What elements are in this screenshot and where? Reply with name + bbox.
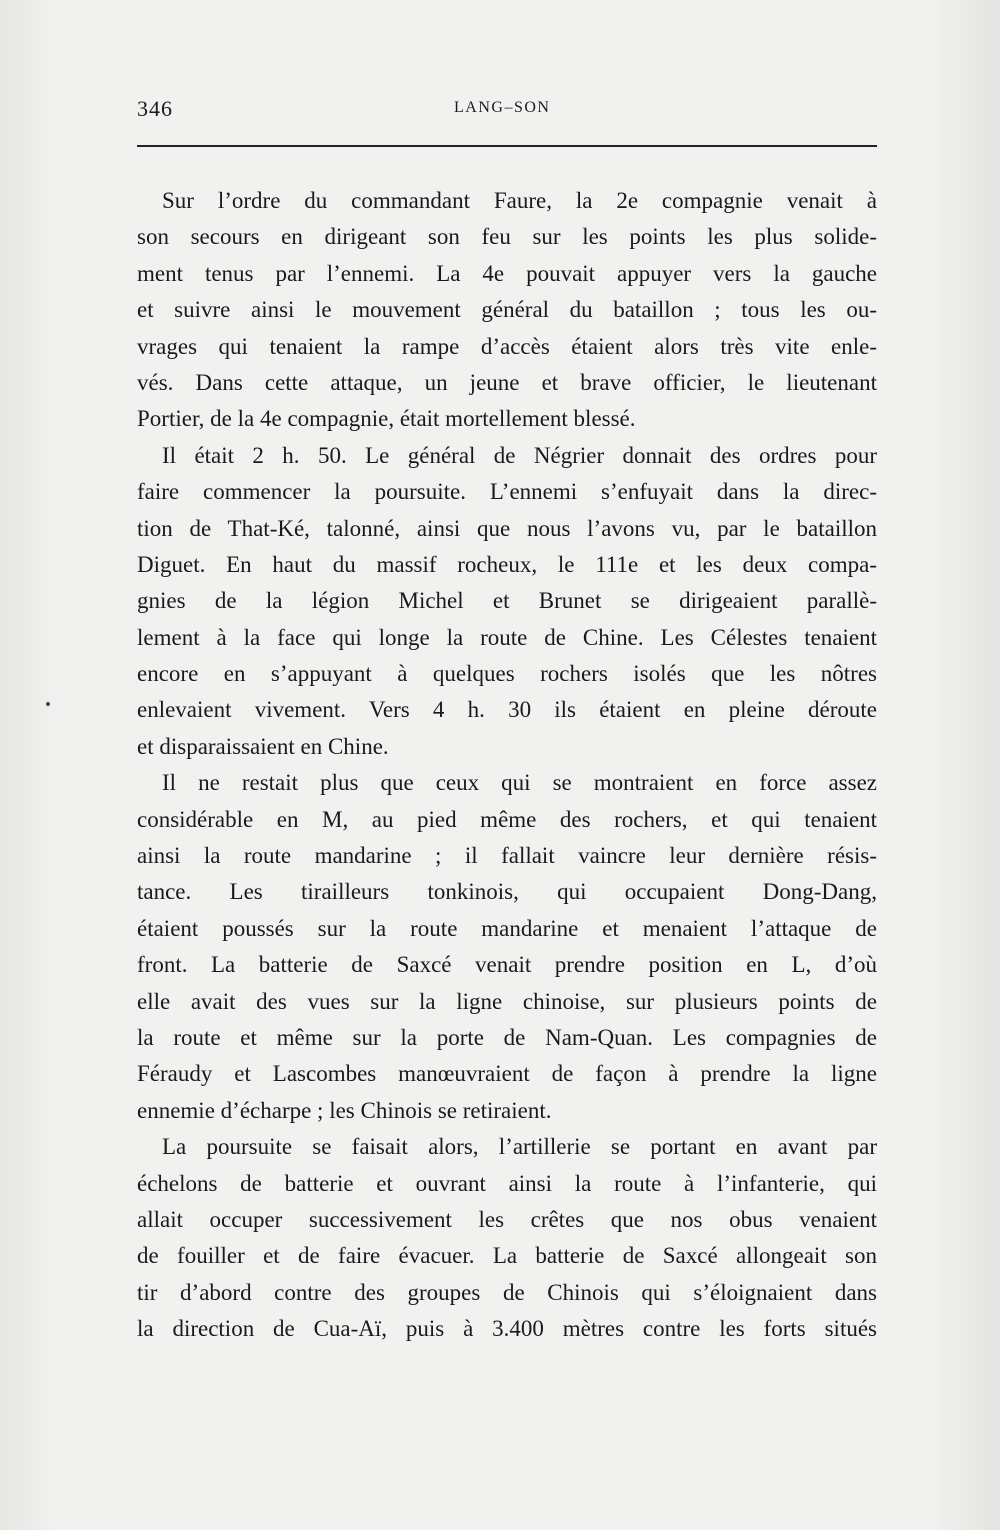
text-line: tance. Les tirailleurs tonkinois, qui occupaient Dong-Dang,: [137, 879, 877, 905]
body-text: [137, 183, 877, 1348]
paragraph: [137, 183, 877, 438]
paragraph: [137, 438, 877, 766]
text-line: tir d’abord contre des groupes de Chinois qui s’éloignaient dans: [137, 1279, 877, 1305]
text-line: la route et même sur la porte de Nam-Quan. Les compagnies de: [137, 1024, 877, 1050]
text-line: lement à la face qui longe la route de Chine. Les Célestes tenaient: [137, 624, 877, 650]
text-line: gnies de la légion Michel et Brunet se dirigeaient parallè-: [137, 588, 877, 614]
text-line: allait occuper successivement les crêtes que nos obus venaient: [137, 1206, 877, 1232]
text-line: Féraudy et Lascombes manœuvraient de façon à prendre la ligne: [137, 1061, 877, 1087]
header-rule: [137, 145, 877, 147]
text-line: tion de That-Ké, talonné, ainsi que nous l’avons vu, par le bataillon: [137, 515, 877, 541]
ink-speck: [46, 702, 50, 706]
paragraph: [137, 1129, 877, 1347]
text-line: vrages qui tenaient la rampe d’accès étaient alors très vite enle-: [137, 333, 877, 359]
text-line: son secours en dirigeant son feu sur les points les plus solide-: [137, 224, 877, 250]
text-line: La poursuite se faisait alors, l’artillerie se portant en avant par: [162, 1134, 877, 1160]
running-head: LANG–SON: [454, 99, 551, 116]
text-line: considérable en M, au pied même des rochers, et qui tenaient: [137, 806, 877, 832]
page-header: [137, 96, 877, 130]
text-line: Il ne restait plus que ceux qui se montraient en force assez: [162, 770, 877, 796]
text-line: ment tenus par l’ennemi. La 4e pouvait appuyer vers la gauche: [137, 260, 877, 286]
text-line: faire commencer la poursuite. L’ennemi s’enfuyait dans la direc-: [137, 479, 877, 505]
text-line: front. La batterie de Saxcé venait prendre position en L, d’où: [137, 952, 877, 978]
text-line: enlevaient vivement. Vers 4 h. 30 ils étaient en pleine déroute: [137, 697, 877, 723]
text-line: Diguet. En haut du massif rocheux, le 111e et les deux compa-: [137, 551, 877, 577]
text-line: échelons de batterie et ouvrant ainsi la route à l’infanterie, qui: [137, 1170, 877, 1196]
text-line: et suivre ainsi le mouvement général du bataillon ; tous les ou-: [137, 297, 877, 323]
text-line: encore en s’appuyant à quelques rochers isolés que les nôtres: [137, 661, 877, 687]
text-line: étaient poussés sur la route mandarine et menaient l’attaque de: [137, 915, 877, 941]
text-line: la direction de Cua-Aï, puis à 3.400 mètres contre les forts situés: [137, 1316, 877, 1342]
text-line: et disparaissaient en Chine.: [137, 733, 389, 759]
text-line: ennemie d’écharpe ; les Chinois se retiraient.: [137, 1097, 552, 1123]
text-line: Il était 2 h. 50. Le général de Négrier donnait des ordres pour: [162, 442, 877, 468]
text-line: ainsi la route mandarine ; il fallait vaincre leur dernière résis-: [137, 843, 877, 869]
text-line: Sur l’ordre du commandant Faure, la 2e compagnie venait à: [162, 188, 877, 213]
text-line: Portier, de la 4e compagnie, était mortellement blessé.: [137, 406, 636, 432]
paragraph: [137, 765, 877, 1129]
text-line: elle avait des vues sur la ligne chinoise, sur plusieurs points de: [137, 988, 877, 1014]
text-line: vés. Dans cette attaque, un jeune et brave officier, le lieutenant: [137, 369, 877, 395]
text-line: de fouiller et de faire évacuer. La batterie de Saxcé allongeait son: [137, 1243, 877, 1269]
page-number: 346: [137, 96, 173, 121]
